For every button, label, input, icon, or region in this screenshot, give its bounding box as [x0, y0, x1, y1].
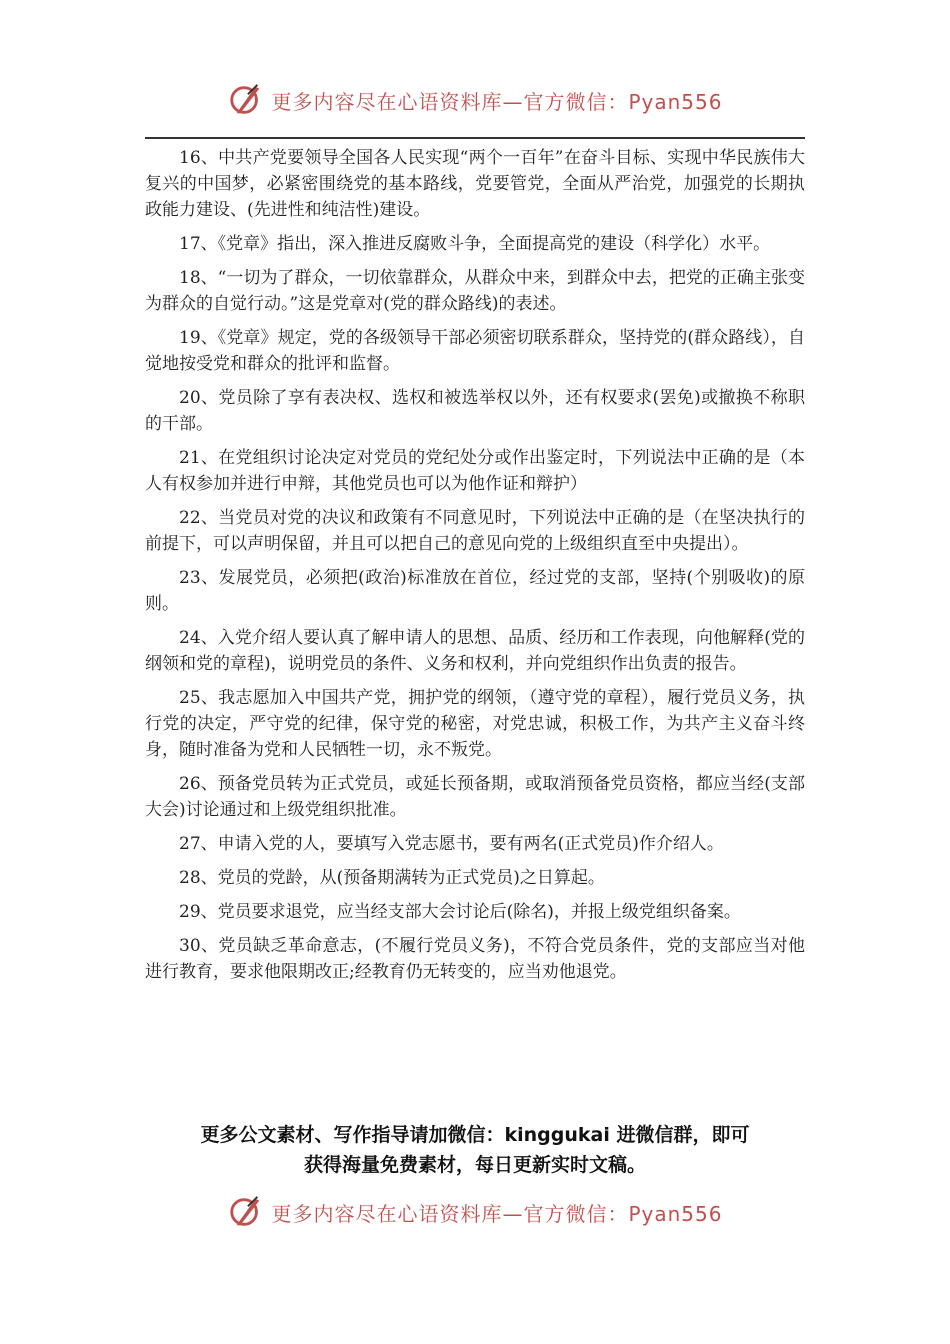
quill-logo-icon: [227, 81, 265, 119]
header-banner: [0, 80, 950, 120]
paragraph: 18、“一切为了群众，一切依靠群众，从群众中来，到群众中去，把党的正确主张变为群众的自觉行动。”这是党章对(党的群众路线)的表述。: [145, 268, 805, 314]
footer-banner: [0, 1192, 950, 1232]
promo-line-1: 更多公文素材、写作指导请加微信：kinggukai 进微信群，即可: [200, 1124, 750, 1146]
paragraph: 16、中共产党要领导全国各人民实现“两个一百年”在奋斗目标、实现中华民族伟大复兴的中国梦，必紧密围绕党的基本路线，党要管党，全面从严治党，加强党的长期执政能力建设、(先进性和纯洁性)建设。: [145, 148, 805, 220]
promo-notice: [120, 1120, 830, 1180]
paragraph: 19、《党章》规定，党的各级领导干部必须密切联系群众，坚持党的(群众路线），自觉地按受党和群众的批评和监督。: [145, 328, 805, 374]
header-divider: [145, 137, 805, 139]
paragraph: 30、党员缺乏革命意志，(不履行党员义务)，不符合党员条件，党的支部应当对他进行教育，要求他限期改正;经教育仍无转变的，应当劝他退党。: [145, 936, 805, 982]
paragraph: 28、党员的党龄，从(预备期满转为正式党员)之日算起。: [179, 868, 605, 888]
paragraph: 22、当党员对党的决议和政策有不同意见时，下列说法中正确的是（在坚决执行的前提下，可以声明保留，并且可以把自己的意见向党的上级组织直至中央提出）。: [145, 508, 805, 554]
banner-text: 更多内容尽在心语资料库—官方微信：Pyan556: [271, 1201, 723, 1226]
document-body: [145, 145, 805, 993]
paragraph: 25、我志愿加入中国共产党，拥护党的纲领，（遵守党的章程），履行党员义务，执行党的决定，严守党的纪律，保守党的秘密，对党忠诚，积极工作，为共产主义奋斗终身，随时准备为党和人民牺牲一切，永不叛党。: [145, 688, 805, 760]
paragraph: 27、申请入党的人，要填写入党志愿书，要有两名(正式党员)作介绍人。: [179, 834, 724, 854]
paragraph: 21、在党组织讨论决定对党员的党纪处分或作出鉴定时，下列说法中正确的是（本人有权参加并进行申辩，其他党员也可以为他作证和辩护）: [145, 448, 805, 494]
promo-line-2: 获得海量免费素材，每日更新实时文稿。: [303, 1154, 646, 1176]
quill-logo-icon: [227, 1193, 265, 1231]
banner-text: 更多内容尽在心语资料库—官方微信：Pyan556: [271, 89, 723, 114]
paragraph: 29、党员要求退党，应当经支部大会讨论后(除名)，并报上级党组织备案。: [179, 902, 741, 922]
paragraph: 20、党员除了享有表决权、选权和被选举权以外，还有权要求(罢免)或撤换不称职的干部。: [145, 388, 805, 434]
paragraph: 24、入党介绍人要认真了解申请人的思想、品质、经历和工作表现，向他解释(党的纲领和党的章程)，说明党员的条件、义务和权利，并向党组织作出负责的报告。: [145, 628, 805, 674]
paragraph: 23、发展党员，必须把(政治)标准放在首位，经过党的支部，坚持(个别吸收)的原则。: [145, 568, 805, 614]
paragraph: 26、预备党员转为正式党员，或延长预备期，或取消预备党员资格，都应当经(支部大会)讨论通过和上级党组织批准。: [145, 774, 805, 820]
paragraph: 17、《党章》指出，深入推进反腐败斗争，全面提高党的建设（科学化）水平。: [179, 234, 771, 254]
